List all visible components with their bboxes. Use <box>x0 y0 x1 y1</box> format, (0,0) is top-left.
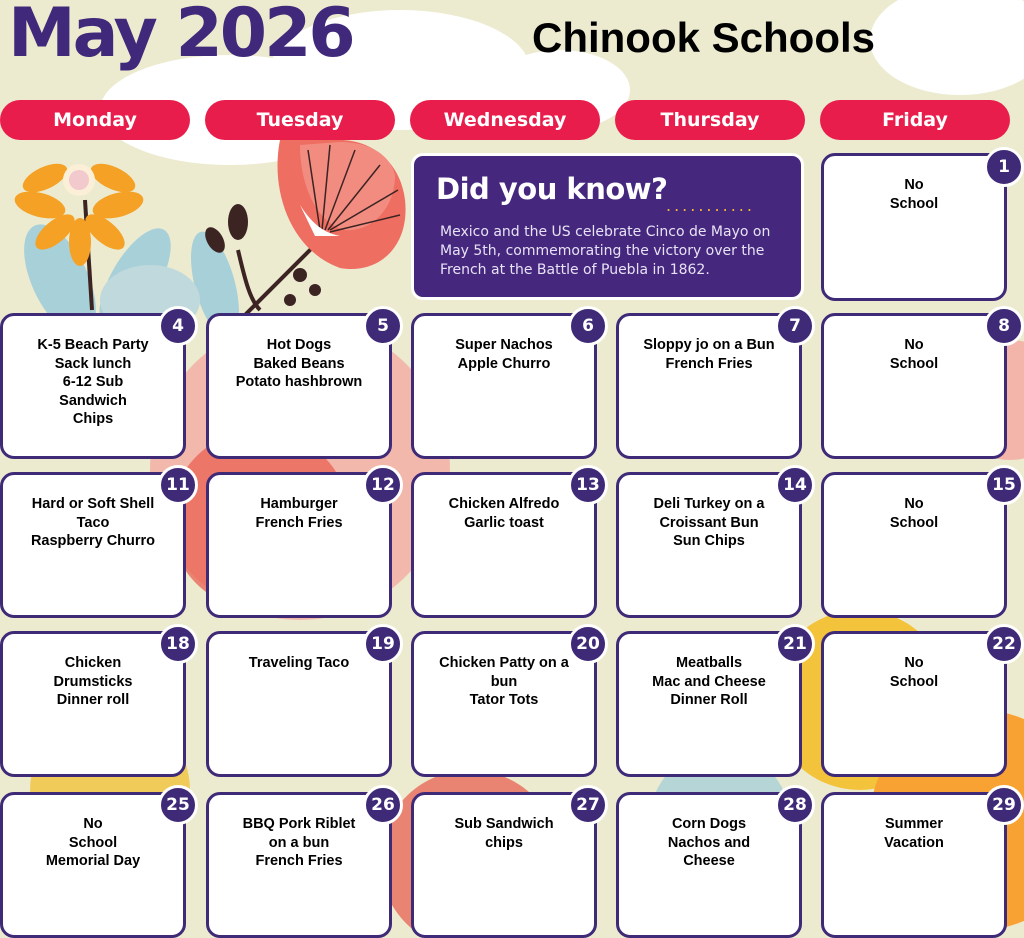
menu-text: Summer Vacation <box>884 816 944 851</box>
date-badge: 4 <box>158 306 198 346</box>
date-badge: 18 <box>158 624 198 664</box>
did-you-know-heading: Did you know? <box>436 172 668 206</box>
did-you-know-dots: ........... <box>666 196 755 215</box>
day-cell <box>821 472 1007 618</box>
day-cell <box>0 472 186 618</box>
menu-text: Corn Dogs Nachos and Cheese <box>667 816 751 869</box>
day-cell <box>616 631 802 777</box>
date-badge: 25 <box>158 785 198 825</box>
day-cell <box>821 313 1007 459</box>
day-cell <box>616 472 802 618</box>
menu-text: Chicken Drumsticks Dinner roll <box>53 655 133 708</box>
menu-text: Sloppy jo on a Bun French Fries <box>643 337 775 372</box>
menu-text: K-5 Beach Party Sack lunch 6-12 Sub Sandwich Chips <box>37 337 149 427</box>
date-badge: 12 <box>363 465 403 505</box>
menu-text: Hot Dogs Baked Beans Potato hashbrown <box>235 337 363 390</box>
day-cell <box>821 792 1007 938</box>
day-cell <box>821 631 1007 777</box>
date-badge: 26 <box>363 785 403 825</box>
date-badge: 11 <box>158 465 198 505</box>
day-cell <box>0 792 186 938</box>
menu-text: Chicken Alfredo Garlic toast <box>448 496 560 531</box>
menu-text: Meatballs Mac and Cheese Dinner Roll <box>652 655 766 708</box>
did-you-know-text: Mexico and the US celebrate Cinco de Mayo on May 5th, commemorating the victory over the French at the Battle of Puebla in 1862. <box>440 224 771 278</box>
date-badge: 29 <box>984 785 1024 825</box>
date-badge: 27 <box>568 785 608 825</box>
date-badge: 28 <box>775 785 815 825</box>
date-badge: 1 <box>984 147 1024 187</box>
date-badge: 13 <box>568 465 608 505</box>
weekday-header-thursday: Thursday <box>615 100 805 140</box>
menu-text: Traveling Taco <box>248 655 350 671</box>
weekday-header-friday: Friday <box>820 100 1010 140</box>
weekday-header-monday: Monday <box>0 100 190 140</box>
weekday-header-tuesday: Tuesday <box>205 100 395 140</box>
menu-text: Hamburger French Fries <box>255 496 343 531</box>
weekday-header-wednesday: Wednesday <box>410 100 600 140</box>
did-you-know-panel <box>411 153 804 300</box>
day-cell <box>616 792 802 938</box>
menu-text: No School Memorial Day <box>45 816 141 869</box>
date-badge: 21 <box>775 624 815 664</box>
menu-text: No School <box>889 655 939 690</box>
menu-text: No School <box>889 496 939 531</box>
date-badge: 15 <box>984 465 1024 505</box>
organization-name: Chinook Schools <box>532 14 876 61</box>
menu-text: No School <box>889 337 939 372</box>
date-badge: 5 <box>363 306 403 346</box>
menu-text: Sub Sandwich chips <box>454 816 554 851</box>
menu-text: BBQ Pork Riblet on a bun French Fries <box>242 816 356 869</box>
date-badge: 6 <box>568 306 608 346</box>
menu-text: Chicken Patty on a bun Tator Tots <box>439 655 569 708</box>
menu-text: Super Nachos Apple Churro <box>455 337 553 372</box>
menu-text: No School <box>889 177 939 212</box>
date-badge: 22 <box>984 624 1024 664</box>
date-badge: 7 <box>775 306 815 346</box>
day-cell <box>616 313 802 459</box>
date-badge: 20 <box>568 624 608 664</box>
day-cell <box>0 631 186 777</box>
day-cell <box>821 153 1007 301</box>
day-cell <box>0 313 186 459</box>
date-badge: 14 <box>775 465 815 505</box>
menu-text: Hard or Soft Shell Taco Raspberry Churro <box>30 496 156 549</box>
date-badge: 19 <box>363 624 403 664</box>
month-title: May 2026 <box>8 0 353 73</box>
date-badge: 8 <box>984 306 1024 346</box>
menu-text: Deli Turkey on a Croissant Bun Sun Chips <box>653 496 765 549</box>
